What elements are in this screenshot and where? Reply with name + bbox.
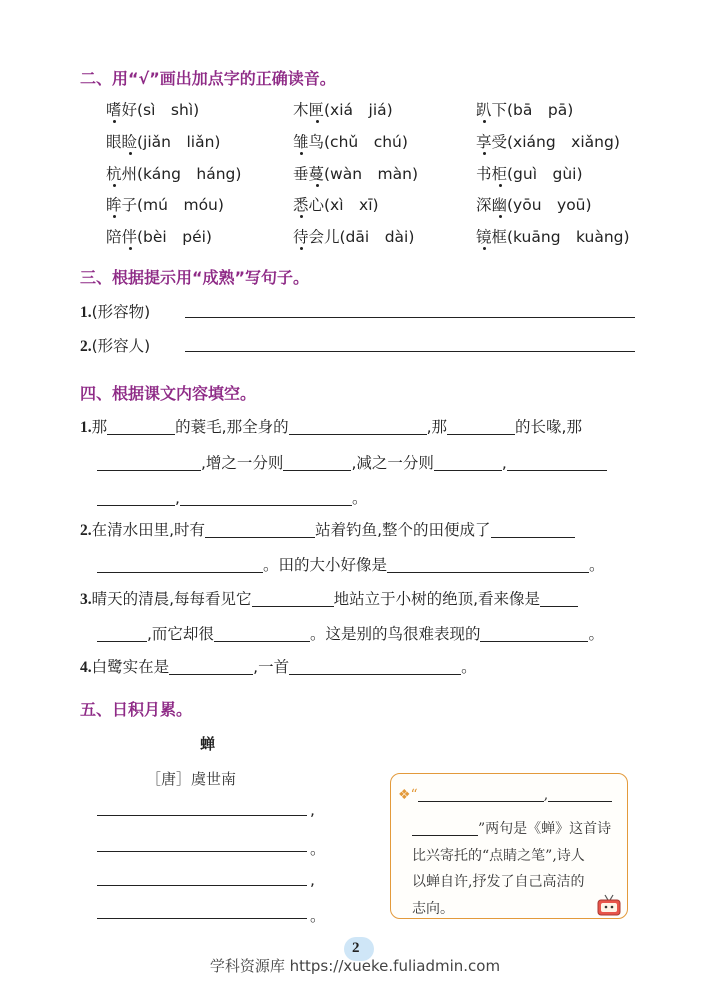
emphasis-dot — [113, 184, 116, 187]
fill-blank[interactable] — [434, 454, 502, 471]
answer-line[interactable] — [185, 351, 635, 352]
note-line-3: 比兴寄托的“点睛之笔”,诗人 — [412, 848, 585, 864]
text: ,减之一分则 — [351, 454, 434, 472]
emphasis-dot — [129, 152, 132, 155]
question-4-2-line2 — [97, 553, 605, 575]
text: 。 — [589, 556, 605, 574]
note-line-5: 志向。 — [412, 901, 454, 917]
question-3-2 — [80, 334, 150, 356]
fill-blank[interactable] — [480, 625, 588, 642]
question-number: 1. — [80, 304, 92, 321]
pinyin-item: 书柜(guì gùi) — [476, 165, 583, 183]
fill-blank[interactable] — [548, 787, 612, 802]
fill-blank[interactable] — [412, 821, 478, 836]
poem-line-blank[interactable] — [97, 851, 307, 852]
poem-author: ［唐］虞世南 — [146, 770, 237, 788]
pinyin-item: 杭州(káng háng) — [106, 165, 242, 183]
question-4-1-line1 — [80, 415, 582, 437]
emphasis-dot — [113, 120, 116, 123]
pinyin-item: 悉心(xì xī) — [293, 196, 379, 214]
pinyin-item: 木匣(xiá jiá) — [293, 101, 393, 119]
text: 。 — [351, 489, 368, 507]
section5-heading: 五、日积月累。 — [80, 700, 193, 719]
question-4-3-line1 — [80, 587, 578, 609]
emphasis-dot — [499, 215, 502, 218]
fill-blank[interactable] — [491, 521, 575, 538]
text: 那 — [91, 418, 108, 436]
emphasis-dot — [300, 247, 303, 250]
poem-line-punct: , — [310, 801, 315, 819]
question-4-1-line2 — [97, 451, 607, 473]
pinyin-item: 趴下(bā pā) — [476, 101, 574, 119]
poem-line-blank[interactable] — [97, 815, 307, 816]
emphasis-dot — [483, 120, 486, 123]
note-line-2 — [412, 818, 611, 838]
note-line-1 — [398, 787, 612, 803]
pinyin-item: 深幽(yōu yoū) — [476, 196, 592, 214]
pinyin-item: 眸子(mú móu) — [106, 196, 224, 214]
emphasis-dot — [499, 184, 502, 187]
text: , — [543, 787, 549, 803]
poem-line-blank[interactable] — [97, 918, 307, 919]
text: 白鹭实在是 — [91, 658, 170, 676]
question-3-1 — [80, 300, 150, 322]
question-number: 2. — [80, 338, 92, 355]
fill-blank[interactable] — [289, 418, 427, 435]
page-number: 2 — [352, 940, 360, 956]
emphasis-dot — [316, 184, 319, 187]
fill-blank[interactable] — [107, 418, 175, 435]
text: 晴天的清晨,每每看见它 — [91, 590, 252, 608]
fill-blank[interactable] — [97, 454, 201, 471]
emphasis-dot — [483, 247, 486, 250]
text: 的长喙,那 — [515, 418, 582, 436]
fill-blank[interactable] — [387, 556, 589, 573]
hint-text: (形容人) — [91, 337, 151, 355]
text: 在清水田里,时有 — [91, 521, 206, 539]
fill-blank[interactable] — [97, 556, 263, 573]
section2-heading: 二、用“√”画出加点字的正确读音。 — [80, 69, 336, 88]
text: 地站立于小树的绝顶,看来像是 — [333, 590, 540, 608]
fill-blank[interactable] — [447, 418, 515, 435]
pinyin-item: 雏鸟(chǔ chú) — [293, 133, 408, 151]
answer-line[interactable] — [185, 317, 635, 318]
pinyin-item: 待会儿(dāi dài) — [293, 228, 415, 246]
poem-line-punct: 。 — [310, 907, 326, 925]
section4-heading: 四、根据课文内容填空。 — [80, 384, 257, 403]
fill-blank[interactable] — [283, 454, 351, 471]
fill-blank[interactable] — [289, 658, 461, 675]
text: , — [175, 489, 180, 507]
question-4-4 — [80, 655, 477, 677]
footer-source: 学科资源库 https://xueke.fuliadmin.com — [209, 957, 501, 975]
fill-blank[interactable] — [97, 625, 147, 642]
pinyin-item: 陪伴(bèi péi) — [106, 228, 212, 246]
text: 。 — [461, 658, 477, 676]
emphasis-dot — [300, 152, 303, 155]
poem-line-blank[interactable] — [97, 885, 307, 886]
tv-mascot-icon — [596, 893, 622, 917]
emphasis-dot — [483, 152, 486, 155]
text: 。 — [588, 625, 604, 643]
text: ,一首 — [253, 658, 290, 676]
note-line-4: 以蝉自许,抒发了自己高洁的 — [412, 874, 585, 890]
text: ,增之一分则 — [201, 454, 284, 472]
question-number: 2. — [80, 522, 92, 539]
emphasis-dot — [113, 215, 116, 218]
question-number: 1. — [80, 419, 92, 436]
pinyin-item: 享受(xiáng xiǎng) — [476, 133, 620, 151]
text: ,而它却很 — [147, 625, 214, 643]
pinyin-item: 嗜好(sì shì) — [106, 101, 200, 119]
question-4-1-line3 — [97, 486, 367, 508]
fill-blank[interactable] — [97, 489, 175, 506]
fill-blank[interactable] — [169, 658, 253, 675]
text: , — [501, 454, 507, 472]
fill-blank[interactable] — [252, 590, 334, 607]
emphasis-dot — [300, 215, 303, 218]
text: 。这是别的鸟很难表现的 — [309, 625, 481, 643]
poem-line-punct: , — [310, 871, 315, 889]
question-4-2-line1 — [80, 518, 575, 540]
poem-title: 蝉 — [200, 735, 216, 753]
hint-text: (形容物) — [91, 303, 151, 321]
fill-blank[interactable] — [205, 521, 315, 538]
fill-blank[interactable] — [540, 590, 578, 607]
text: 的蓑毛,那全身的 — [175, 418, 289, 436]
text: 。田的大小好像是 — [263, 556, 388, 574]
fill-blank[interactable] — [418, 787, 544, 802]
fill-blank[interactable] — [507, 454, 607, 471]
poem-line-punct: 。 — [310, 840, 326, 858]
text: ,那 — [426, 418, 448, 436]
text: ”两句是《蝉》这首诗 — [478, 821, 612, 837]
question-number: 3. — [80, 591, 92, 608]
question-number: 4. — [80, 659, 92, 676]
fill-blank[interactable] — [180, 489, 352, 506]
section3-heading: 三、根据提示用“成熟”写句子。 — [80, 268, 310, 287]
fill-blank[interactable] — [214, 625, 310, 642]
diamond-icon: ❖“ — [398, 787, 418, 803]
question-4-3-line2 — [97, 622, 604, 644]
text: 站着钓鱼,整个的田便成了 — [315, 521, 491, 539]
emphasis-dot — [129, 247, 132, 250]
emphasis-dot — [316, 120, 319, 123]
pinyin-item: 镜框(kuāng kuàng) — [476, 228, 630, 246]
pinyin-item: 垂蔓(wàn màn) — [293, 165, 419, 183]
pinyin-item: 眼睑(jiǎn liǎn) — [106, 133, 221, 151]
